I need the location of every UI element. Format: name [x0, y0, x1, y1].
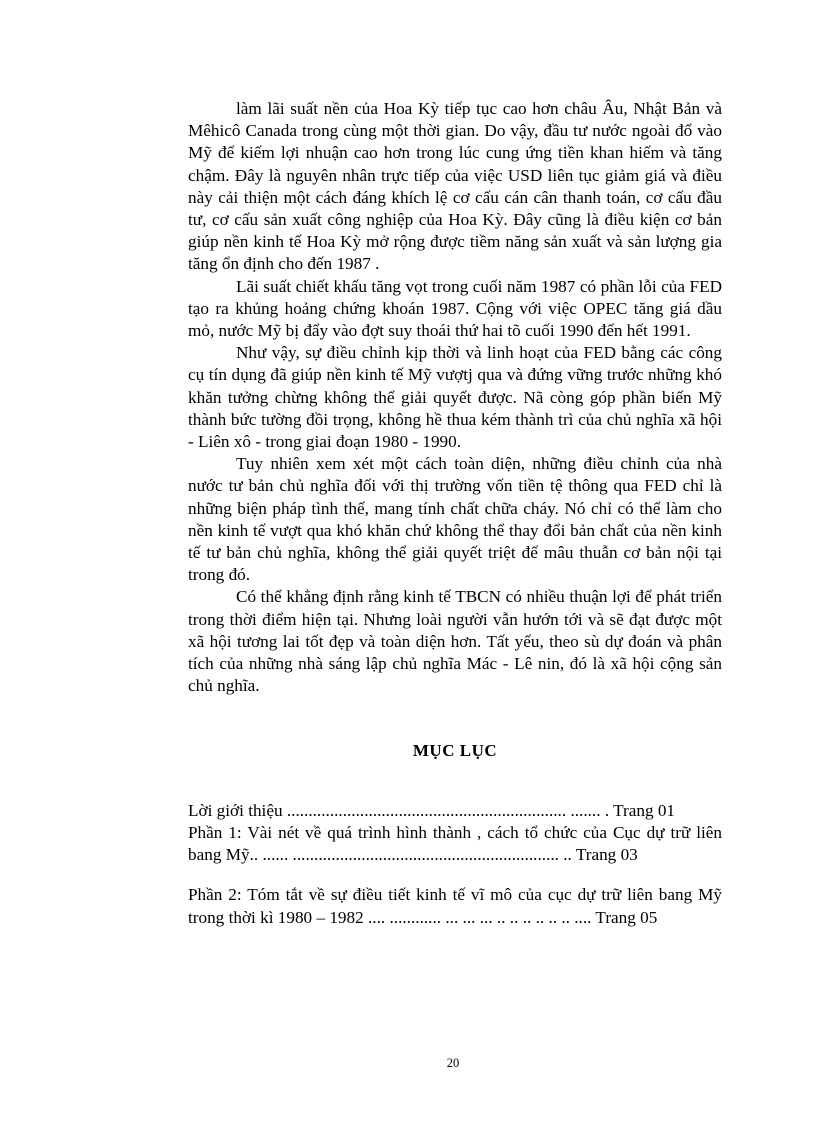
paragraph-conclusion: Có thể khẳng định rằng kinh tế TBCN có nhiều thuận lợi để phát triển trong thời điểm hiện tại. Nhưng loài người vẫn hướn tới và sẽ đạt được một xã hội tương lai tốt đẹp và toàn diện hơn. Tất yếu, theo sù dự đoán và phân tích của những nhà sáng lập chủ nghĩa Mác - Lê nin, đó là xã hội cộng sản chủ nghĩa.	[188, 587, 722, 696]
paragraph-interest-rates: làm lãi suất nền của Hoa Kỳ tiếp tục cao hơn châu Âu, Nhật Bản và Mêhicô Canada trong cùng một thời gian. Do vậy, đầu tư nước ngoài đổ vào Mỹ để kiếm lợi nhuận cao hơn trong lúc cung ứng tiền khan hiếm và tăng chậm. Đây là nguyên nhân trực tiếp của việc USD liên tục giảm giá và điều này cải thiện một cách đáng khích lệ cơ cấu cán cân thanh toán, cơ cấu đầu tư, cơ cấu sản xuất công nghiệp của Hoa Kỳ. Đây cũng là điều kiện cơ bản giúp nền kinh tế Hoa Kỳ mở rộng được tiềm năng sản xuất và sản lượng gia tăng ổn định cho đến 1987 .	[188, 99, 722, 274]
toc-entry-introduction: Lời giới thiệu ................................................................. ....... . Trang 01	[188, 800, 676, 820]
paragraph-discount-rate-1987: Lãi suất chiết khấu tăng vọt trong cuối năm 1987 có phần lỗi của FED tạo ra khủng hoảng chứng khoán 1987. Cộng với việc OPEC tăng giá dầu mỏ, nước Mỹ bị đẩy vào đợt suy thoái thứ hai tõ cuối 1990 đến hết 1991.	[188, 276, 722, 341]
toc-entry-part-1: Phần 1: Vài nét về quá trình hình thành , cách tổ chức của Cục dự trữ liên bang Mỹ.. ...... .............................................................. .. Trang 03	[188, 822, 722, 865]
paragraph-fed-adjustment: Như vậy, sự điều chỉnh kịp thời và linh hoạt của FED bằng các công cụ tín dụng đã giúp nền kinh tế Mỹ vượtj qua và đứng vững trước những khó khăn tưởng chừng không thể giải quyết được. Nã còng góp phần biến Mỹ thành bức tường đồi trọng, không hề thua kém thành trì của chủ nghĩa xã hội - Liên xô - trong giai đoạn 1980 - 1990.	[188, 343, 722, 452]
document-body	[188, 98, 722, 929]
page-number: 20	[446, 1056, 460, 1070]
paragraph-comprehensive-view: Tuy nhiên xem xét một cách toàn diện, những điều chỉnh của nhà nước tư bản chủ nghĩa đối với thị trường vốn tiền tệ thông qua FED chỉ là những biện pháp tình thế, mang tính chất chữa cháy. Nó chỉ có thể làm cho nền kinh tế vượt qua khó khăn chứ không thể thay đổi bản chất của nền kinh tế tư bản chủ nghĩa, không thể giải quyết triệt để mâu thuẫn cơ bản nội tại trong đó.	[188, 454, 722, 585]
table-of-contents	[188, 800, 722, 929]
toc-title: MỤC LỤC	[412, 741, 498, 761]
toc-entry-part-2: Phần 2: Tóm tắt về sự điều tiết kinh tế vĩ mô của cục dự trữ liên bang Mỹ trong thời kì 1980 – 1982 .... ............ ... ... ... .. .. .. .. .. .. .... Trang 05	[188, 885, 722, 927]
